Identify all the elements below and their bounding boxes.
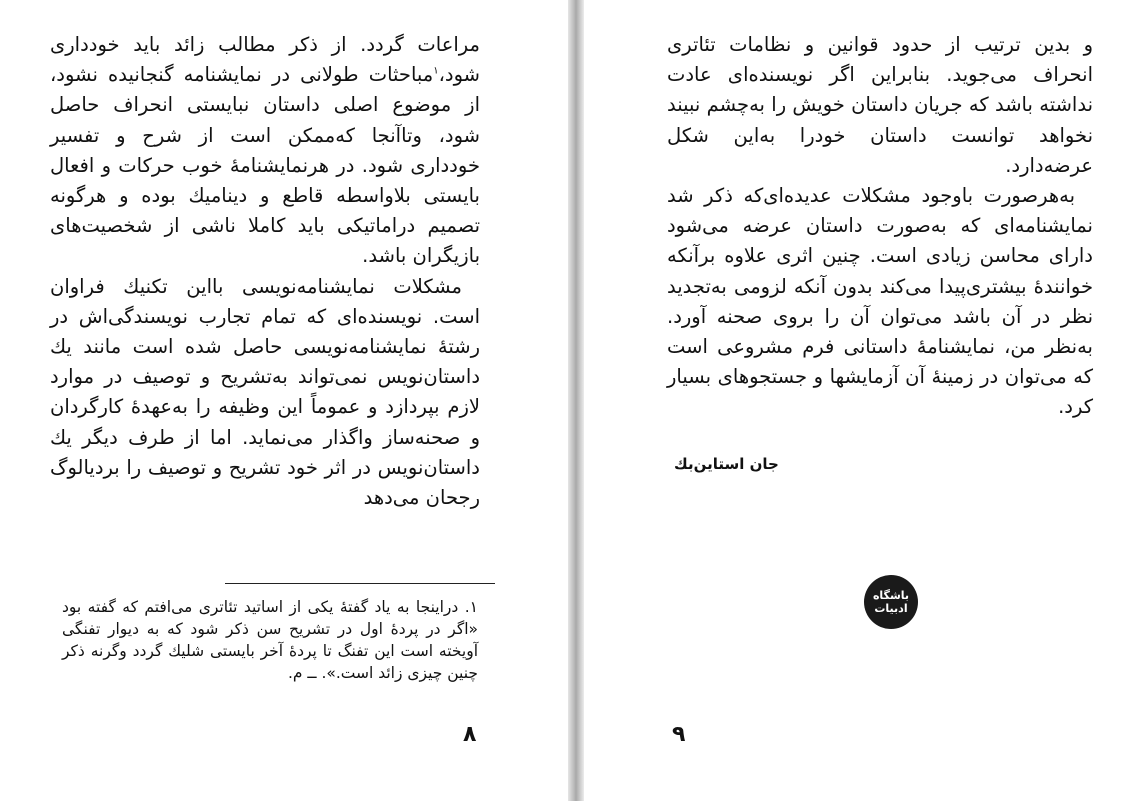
footnote: ۱. دراینجا به یاد گفتهٔ یکی از اساتید تئاتری می‌افتم که گفته بود «اگر در پردهٔ اول در تشریح سن ذکر شود که به دیوار تفنگی آویخته است این تفنگ تا پردهٔ آخر بایستی شلیك گردد وگرنه ذکر چنین چیزی زائد است.». ــ م. xyxy=(62,598,478,682)
right-paragraph-1: و بدین ترتیب از حدود قوانین و نظامات تئاتری انحراف می‌جوید. بنابراین اگر نویسنده‌ای عادت نداشته باشد که جریان داستان خویش را به‌چشم نبیند نخواهد توانست داستان خودرا به‌این شکل عرضه‌دارد. xyxy=(667,33,1093,177)
author-signature: جان استاین‌بك xyxy=(674,455,779,473)
publisher-logo xyxy=(864,575,918,629)
left-page-body xyxy=(50,30,480,513)
right-page xyxy=(584,0,1143,801)
right-paragraph-2: به‌هرصورت باوجود مشکلات عدیده‌ای‌که ذکر شد نمایشنامه‌ای که به‌صورت داستان عرضه می‌شود دارای محاسن زیادی است. چنین اثری علاوه برآنکه خوانندهٔ بیشتری‌پیدا می‌کند بدون آنکه لزومی به‌تجدید نظر در آن باشد می‌توان آن را بروی صحنه آورد. به‌نظر من، نمایشنامهٔ داستانی فرم مشروعی است که می‌توان در زمینهٔ آن آزمایشها و جستجوهای بسیار کرد. xyxy=(667,184,1093,419)
left-paragraph-2: مشکلات نمایشنامه‌نویسی بااین تکنیك فراوان است. نویسنده‌ای که تمام تجارب نویسندگی‌اش در رشتهٔ نمایشنامه‌نویسی حاصل شده است مانند یك داستان‌نویس نمی‌تواند به‌تشریح و توصیف در موارد لازم بپردازد و عموماً این وظیفه را به‌عهدهٔ کارگردان و صحنه‌ساز واگذار می‌نماید. اما از طرف دیگر یك داستان‌نویس در اثر خود تشریح و توصیف را بردیالوگ رجحان می‌دهد xyxy=(50,274,480,510)
footnote-reference[interactable]: ۱ xyxy=(433,65,439,77)
left-page xyxy=(0,0,568,801)
book-gutter xyxy=(568,0,584,801)
page-number-right: ۹ xyxy=(672,722,686,747)
footnote-divider xyxy=(225,583,495,584)
left-paragraph-1: مراعات گردد. از ذکر مطالب زائد باید خودداری شود،$^۱$مباحثات طولانی در نمایشنامه گنجانیده نشود، از موضوع اصلی داستان نبایستی انحراف حاصل شود، وتاآنجا که‌ممکن است از شرح و تفسیر خودداری شود. در هرنمایشنامهٔ خوب حرکات و افعال بایستی بلاواسطه قاطع و دینامیك بوده و هرگونه تصمیم دراماتیکی باید کاملا ناشی از شخصیت‌های بازیگران باشد. xyxy=(50,33,480,268)
page-number-left: ۸ xyxy=(463,722,477,747)
publisher-logo-text: باشگاه ادبیات xyxy=(872,589,910,615)
right-page-body xyxy=(667,30,1093,423)
